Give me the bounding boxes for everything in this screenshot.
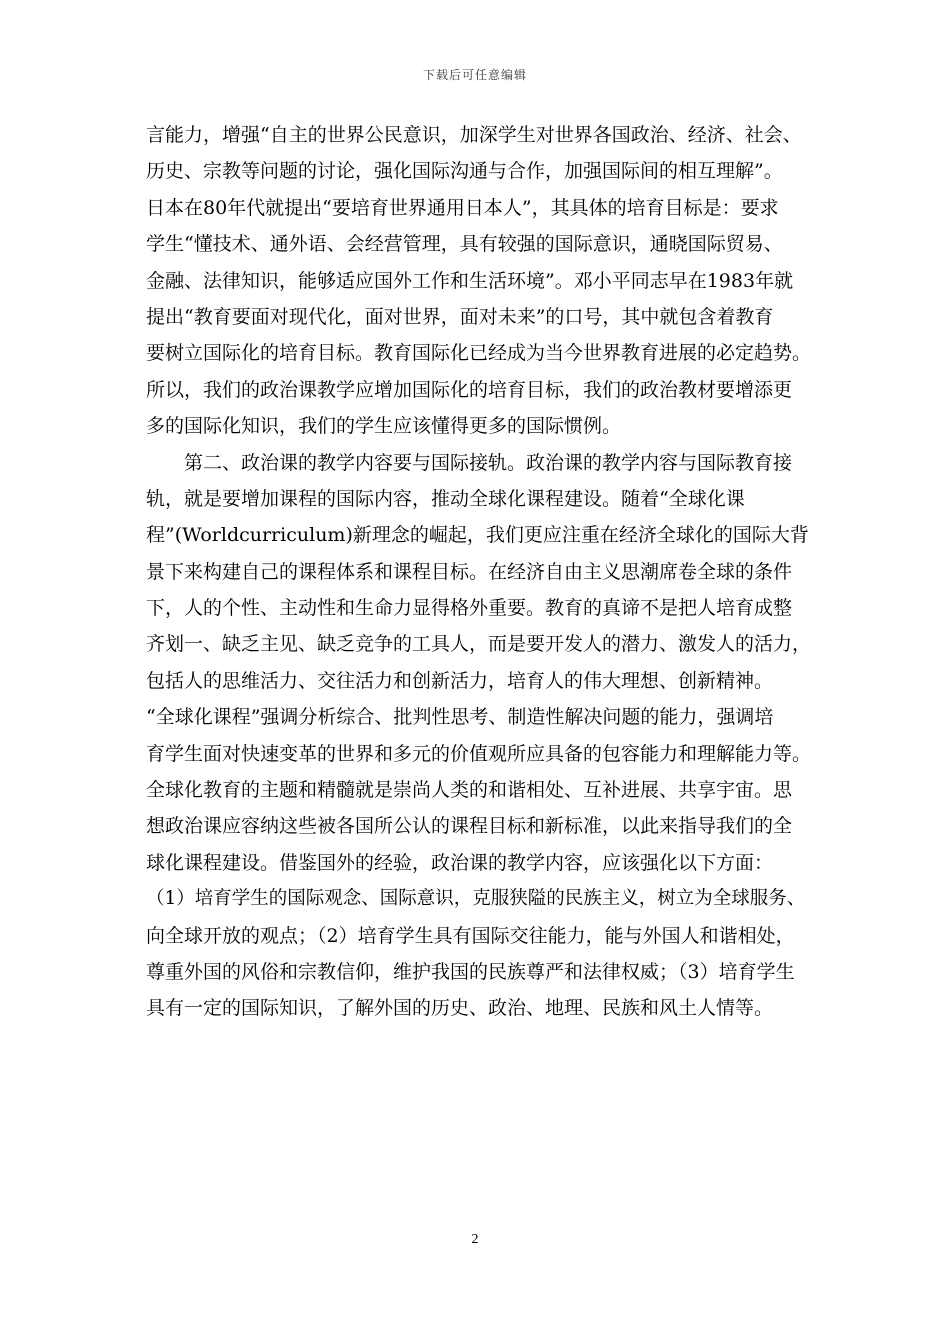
text-line: 球化课程建设。借鉴国外的经验，政治课的教学内容，应该强化以下方面： [146,851,774,874]
text-line: 向全球开放的观点；（2）培育学生具有国际交往能力，能与外国人和谐相处， [146,924,795,947]
text-line: 下，人的个性、主动性和生命力显得格外重要。教育的真谛不是把人培育成整 [146,597,793,620]
text-line: 育学生面对快速变革的世界和多元的价值观所应具备的包容能力和理解能力等。 [146,742,812,765]
text-line: 齐划一、缺乏主见、缺乏竞争的工具人，而是要开发人的潜力、激发人的活力， [146,633,812,656]
text-line: 第二、政治课的教学内容要与国际接轨。政治课的教学内容与国际教育接 [146,451,793,474]
text-line: 包括人的思维活力、交往活力和创新活力，培育人的伟大理想、创新精神。 [146,669,774,692]
text-line: 要树立国际化的培育目标。教育国际化已经成为当今世界教育进展的必定趋势。 [146,342,812,365]
text-line: “全球化课程”强调分析综合、批判性思考、制造性解决问题的能力，强调培 [146,706,774,729]
text-line: 多的国际化知识，我们的学生应该懂得更多的国际惯例。 [146,415,622,438]
page-header: 下载后可任意编辑 [422,68,527,82]
text-line: 全球化教育的主题和精髓就是崇尚人类的和谐相处、互补进展、共享宇宙。思 [146,779,793,802]
text-line: 具有一定的国际知识，了解外国的历史、政治、地理、民族和风土人情等。 [146,997,774,1020]
text-line: 轨，就是要增加课程的国际内容，推动全球化课程建设。随着“全球化课 [146,487,745,510]
text-line: 学生“懂技术、通外语、会经营管理，具有较强的国际意识，通晓国际贸易、 [146,233,783,256]
text-line: 所以，我们的政治课教学应增加国际化的培育目标，我们的政治教材要增添更 [146,378,793,401]
text-line: 想政治课应容纳这些被各国所公认的课程目标和新标准，以此来指导我们的全 [146,815,793,838]
text-line: 尊重外国的风俗和宗教信仰，维护我国的民族尊严和法律权威；（3）培育学生 [146,960,795,983]
text-line: （1）培育学生的国际观念、国际意识，克服狭隘的民族主义，树立为全球服务、 [146,888,806,910]
text-line: 提出“教育要面对现代化，面对世界，面对未来”的口号，其中就包含着教育 [146,305,774,328]
text-line: 历史、宗教等问题的讨论，强化国际沟通与合作，加强国际间的相互理解”。 [146,160,783,183]
body-text [146,117,816,1027]
text-line: 金融、法律知识，能够适应国外工作和生活环境”。邓小平同志早在1983年就 [146,269,794,292]
text-line: 言能力，增强“自主的世界公民意识，加深学生对世界各国政治、经济、社会、 [146,124,802,146]
text-line: 日本在80年代就提出“要培育世界通用日本人”，其具体的培育目标是：要求 [146,196,779,219]
page-number: 2 [471,1232,479,1247]
text-line: 景下来构建自己的课程体系和课程目标。在经济自由主义思潮席卷全球的条件 [146,560,793,583]
text-line: 程”(Worldcurriculum)新理念的崛起，我们更应注重在经济全球化的国际大背 [146,524,809,547]
